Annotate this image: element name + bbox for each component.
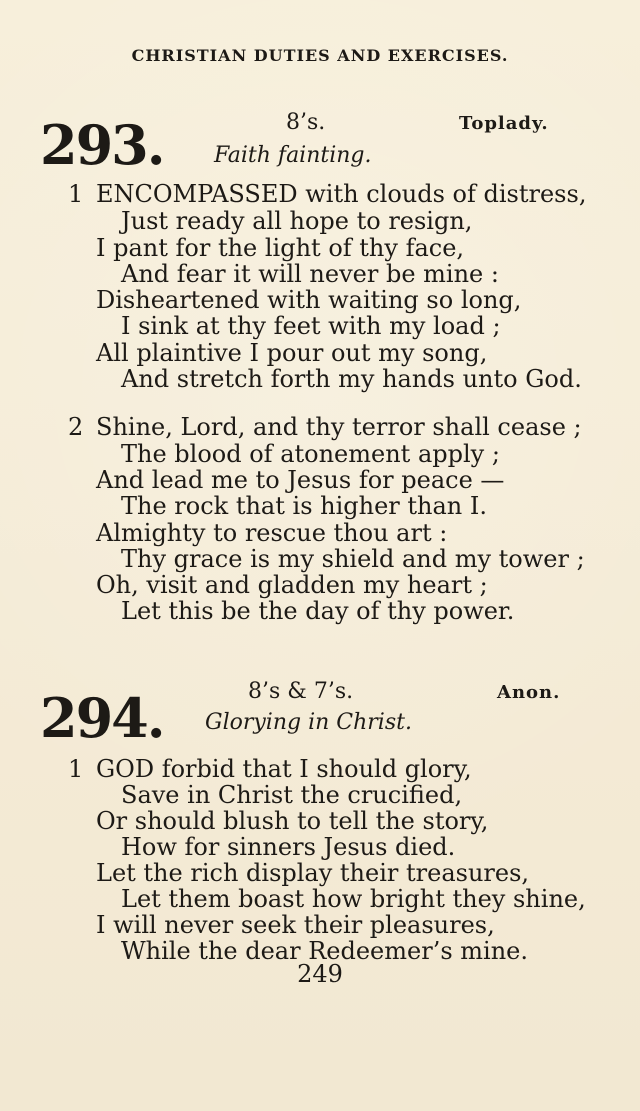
hymn-293-stanza-2-line-7: Oh, visit and gladden my heart ;: [96, 571, 488, 599]
page-number: 249: [297, 960, 343, 988]
hymn-293-stanza-1-line-8: And stretch forth my hands unto God.: [121, 365, 582, 393]
hymn-294-stanza-1-line-2: Save in Christ the crucified,: [121, 781, 463, 809]
hymn-294-number: 294.: [40, 686, 164, 750]
hymn-293-stanza-2-line-2: The blood of atonement apply ;: [121, 440, 500, 468]
hymn-293-stanza-1-line-4: And fear it will never be mine :: [121, 260, 499, 288]
hymn-294-stanza-1-line-5: Let the rich display their treasures,: [96, 859, 530, 887]
hymn-294-stanza-1-line-4: How for sinners Jesus died.: [121, 833, 456, 861]
hymn-293-stanza-1-line-5: Disheartened with waiting so long,: [96, 286, 522, 314]
hymn-293-number: 293.: [40, 113, 164, 177]
hymn-293-stanza-2-line-4: The rock that is higher than I.: [121, 492, 487, 520]
hymn-293-stanza-2-line-3: And lead me to Jesus for peace —: [96, 466, 505, 494]
hymn-293-stanza-1-line-3: I pant for the light of thy face,: [96, 234, 465, 262]
hymn-293-stanza-2-line-1: Shine, Lord, and thy terror shall cease ;: [96, 413, 582, 441]
hymn-294-stanza-1-line-3: Or should blush to tell the story,: [96, 807, 489, 835]
hymn-293-stanza-2-line-8: Let this be the day of thy power.: [121, 597, 515, 625]
hymn-293-stanza-1-line-7: All plaintive I pour out my song,: [96, 339, 488, 367]
hymn-293-stanza-2-number: 2: [68, 413, 84, 441]
hymn-293-meter: 8’s.: [286, 110, 326, 135]
hymn-293-stanza-1-line-6: I sink at thy feet with my load ;: [121, 312, 501, 340]
hymn-294-stanza-1-line-6: Let them boast how bright they shine,: [121, 885, 586, 913]
hymn-294-stanza-1-line-7: I will never seek their pleasures,: [96, 911, 495, 939]
hymn-293-stanza-1-number: 1: [68, 180, 84, 208]
hymn-293-stanza-1-line-1: ENCOMPASSED with clouds of distress,: [96, 180, 587, 208]
running-head: CHRISTIAN DUTIES AND EXERCISES.: [131, 46, 509, 65]
hymn-293-stanza-2-line-5: Almighty to rescue thou art :: [96, 519, 448, 547]
hymn-294-meter: 8’s & 7’s.: [248, 679, 354, 704]
hymn-294-title: Glorying in Christ.: [205, 710, 412, 735]
hymn-294-stanza-1-number: 1: [68, 755, 84, 783]
hymn-294-stanza-1-line-8: While the dear Redeemer’s mine.: [121, 937, 528, 965]
hymn-293-author: Toplady.: [459, 113, 549, 134]
hymn-293-title: Faith fainting.: [214, 143, 372, 168]
hymn-293-stanza-2-line-6: Thy grace is my shield and my tower ;: [121, 545, 585, 573]
hymn-294-stanza-1-line-1: GOD forbid that I should glory,: [96, 755, 472, 783]
hymn-293-stanza-1-line-2: Just ready all hope to resign,: [121, 207, 473, 235]
hymn-294-author: Anon.: [497, 682, 561, 703]
